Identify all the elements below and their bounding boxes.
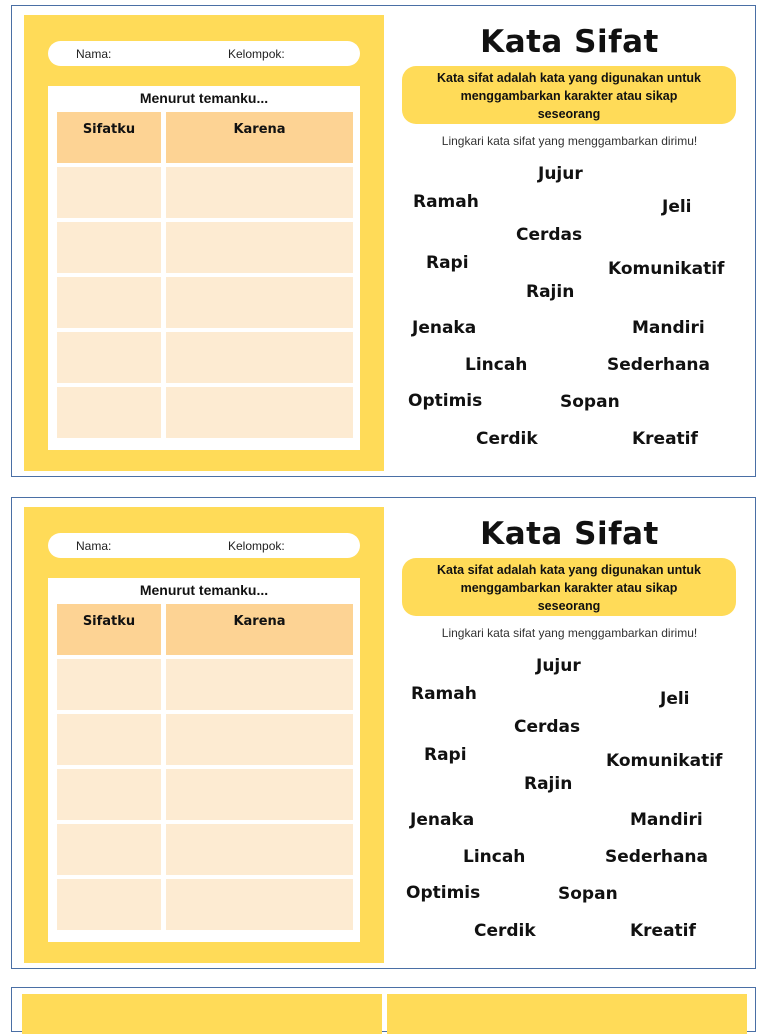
word-optimis[interactable]: Optimis xyxy=(406,883,481,903)
table-cell xyxy=(57,824,161,875)
table-cell xyxy=(166,332,353,383)
word-rapi[interactable]: Rapi xyxy=(424,745,467,765)
word-cerdas[interactable]: Cerdas xyxy=(516,225,583,245)
table-cell xyxy=(57,714,161,765)
table-cell xyxy=(57,387,161,438)
word-ramah[interactable]: Ramah xyxy=(413,192,479,212)
traits-table xyxy=(48,86,360,450)
word-rajin[interactable]: Rajin xyxy=(526,282,575,302)
group-label: Kelompok: xyxy=(228,539,285,553)
group-label: Kelompok: xyxy=(228,47,285,61)
table-cell xyxy=(166,824,353,875)
word-sopan[interactable]: Sopan xyxy=(558,884,618,904)
definition-line: menggambarkan karakter atau sikap xyxy=(460,89,678,103)
worksheet-card-1 xyxy=(11,5,756,477)
name-group-field xyxy=(48,41,360,66)
table-cell xyxy=(166,222,353,273)
word-komunikatif[interactable]: Komunikatif xyxy=(606,751,723,771)
table-cell xyxy=(166,879,353,930)
table-cell xyxy=(57,659,161,710)
header-karena: Karena xyxy=(166,112,353,163)
word-jujur[interactable]: Jujur xyxy=(538,164,583,184)
yellow-panel xyxy=(387,994,747,1034)
word-rapi[interactable]: Rapi xyxy=(426,253,469,273)
definition-line: Kata sifat adalah kata yang digunakan untuk xyxy=(437,563,701,577)
table-cell xyxy=(57,332,161,383)
word-mandiri[interactable]: Mandiri xyxy=(632,318,705,338)
word-optimis[interactable]: Optimis xyxy=(408,391,483,411)
worksheet-card-2 xyxy=(11,497,756,969)
table-cell xyxy=(166,659,353,710)
page-title: Kata Sifat xyxy=(480,24,659,60)
word-mandiri[interactable]: Mandiri xyxy=(630,810,703,830)
instruction: Lingkari kata sifat yang menggambarkan dirimu! xyxy=(441,626,698,640)
word-jeli[interactable]: Jeli xyxy=(660,689,690,709)
word-jenaka[interactable]: Jenaka xyxy=(410,810,475,830)
word-komunikatif[interactable]: Komunikatif xyxy=(608,259,725,279)
word-jenaka[interactable]: Jenaka xyxy=(412,318,477,338)
word-jujur[interactable]: Jujur xyxy=(536,656,581,676)
word-kreatif[interactable]: Kreatif xyxy=(630,921,696,941)
yellow-panel xyxy=(24,507,384,963)
word-lincah[interactable]: Lincah xyxy=(465,355,528,375)
table-cell xyxy=(57,167,161,218)
table-title: Menurut temanku... xyxy=(139,90,269,106)
traits-table xyxy=(48,578,360,942)
definition-box xyxy=(402,66,736,124)
table-title: Menurut temanku... xyxy=(139,582,269,598)
name-group-field xyxy=(48,533,360,558)
yellow-panel xyxy=(24,15,384,471)
table-cell xyxy=(166,277,353,328)
word-cerdas[interactable]: Cerdas xyxy=(514,717,581,737)
word-sederhana[interactable]: Sederhana xyxy=(605,847,709,867)
header-karena: Karena xyxy=(166,604,353,655)
header-sifatku: Sifatku xyxy=(57,604,161,655)
word-rajin[interactable]: Rajin xyxy=(524,774,573,794)
page-title: Kata Sifat xyxy=(480,516,659,552)
instruction: Lingkari kata sifat yang menggambarkan dirimu! xyxy=(441,134,698,148)
word-jeli[interactable]: Jeli xyxy=(662,197,692,217)
definition-box xyxy=(402,558,736,616)
table-cell xyxy=(57,277,161,328)
table-cell xyxy=(166,769,353,820)
name-label: Nama: xyxy=(76,47,112,61)
table-cell xyxy=(166,714,353,765)
table-cell xyxy=(57,222,161,273)
word-cerdik[interactable]: Cerdik xyxy=(476,429,538,449)
definition-line: seseorang xyxy=(537,599,601,613)
word-sederhana[interactable]: Sederhana xyxy=(607,355,711,375)
table-cell xyxy=(57,769,161,820)
definition-line: seseorang xyxy=(537,107,601,121)
table-cell xyxy=(166,387,353,438)
table-cell xyxy=(166,167,353,218)
word-lincah[interactable]: Lincah xyxy=(463,847,526,867)
word-ramah[interactable]: Ramah xyxy=(411,684,477,704)
worksheet-card-3 xyxy=(11,987,756,1032)
word-kreatif[interactable]: Kreatif xyxy=(632,429,698,449)
word-cerdik[interactable]: Cerdik xyxy=(474,921,536,941)
header-sifatku: Sifatku xyxy=(57,112,161,163)
table-cell xyxy=(57,879,161,930)
name-label: Nama: xyxy=(76,539,112,553)
word-sopan[interactable]: Sopan xyxy=(560,392,620,412)
yellow-panel xyxy=(22,994,382,1034)
definition-line: menggambarkan karakter atau sikap xyxy=(460,581,678,595)
definition-line: Kata sifat adalah kata yang digunakan untuk xyxy=(437,71,701,85)
